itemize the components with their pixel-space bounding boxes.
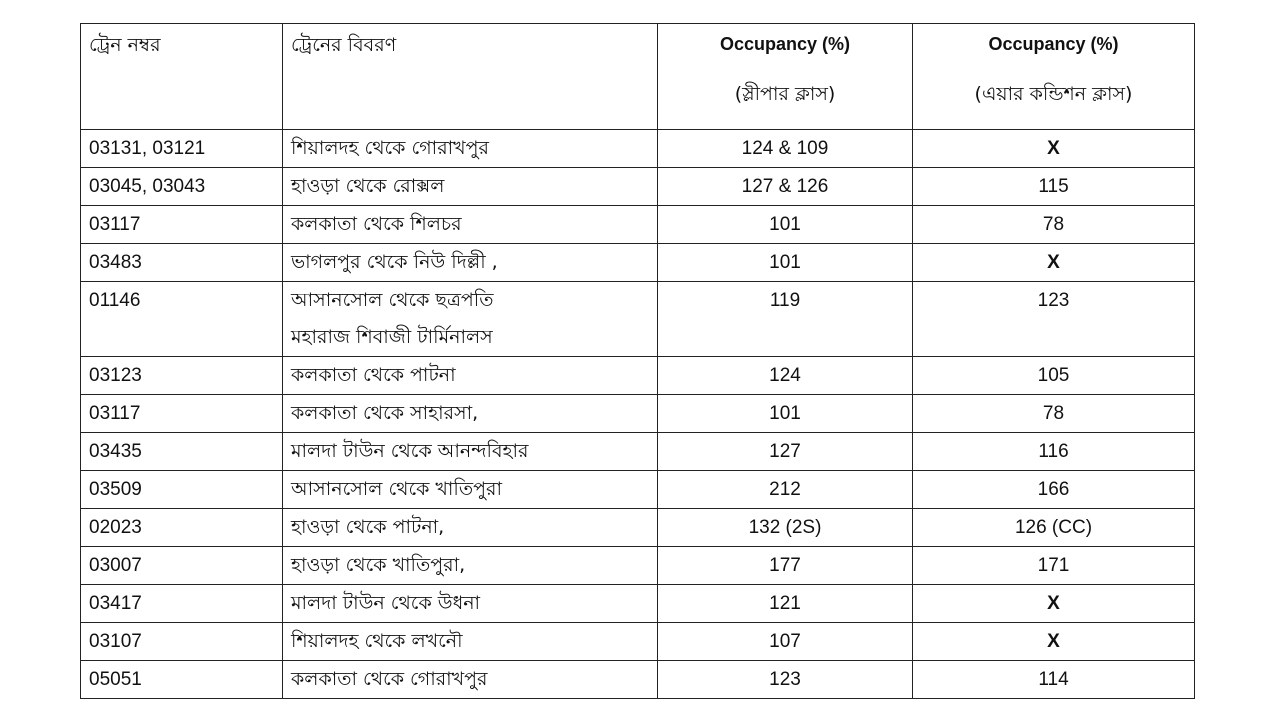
sleeper-occupancy-cell: 127 & 126 [658, 168, 913, 206]
ac-occupancy-cell: 171 [913, 547, 1195, 585]
ac-occupancy-cell: 78 [913, 206, 1195, 244]
header-train-number [81, 24, 283, 130]
train-number-cell: 03435 [81, 433, 283, 471]
train-route-cell: ভাগলপুর থেকে নিউ দিল্লী , [283, 244, 658, 282]
header-occupancy-ac-sub: (এয়ার কন্ডিশন ক্লাস) [974, 83, 1133, 105]
table-row [81, 585, 1195, 623]
train-route-cell: কলকাতা থেকে গোরাখপুর [283, 661, 658, 699]
table-row [81, 282, 1195, 357]
not-available-mark: X [1047, 138, 1060, 159]
sleeper-occupancy-cell: 121 [658, 585, 913, 623]
sleeper-occupancy-cell: 124 [658, 357, 913, 395]
ac-occupancy-cell [913, 130, 1195, 168]
not-available-mark: X [1047, 252, 1060, 273]
table-row [81, 661, 1195, 699]
header-occupancy-sleeper [658, 24, 913, 130]
train-number-cell: 03509 [81, 471, 283, 509]
train-number-cell: 01146 [81, 282, 283, 357]
table-row [81, 547, 1195, 585]
train-number-cell: 03117 [81, 206, 283, 244]
ac-occupancy-cell: 123 [913, 282, 1195, 357]
sleeper-occupancy-cell: 123 [658, 661, 913, 699]
not-available-mark: X [1047, 593, 1060, 614]
train-route-cell: হাওড়া থেকে পাটনা, [283, 509, 658, 547]
train-number-cell: 05051 [81, 661, 283, 699]
ac-occupancy-cell: 78 [913, 395, 1195, 433]
train-number-cell: 03123 [81, 357, 283, 395]
header-occupancy-sleeper-title: Occupancy (%) [719, 34, 851, 54]
train-route-cell: হাওড়া থেকে খাতিপুরা, [283, 547, 658, 585]
sleeper-occupancy-cell: 127 [658, 433, 913, 471]
header-occupancy-sleeper-sub: (স্লীপার ক্লাস) [734, 83, 836, 105]
train-route-cell: কলকাতা থেকে সাহারসা, [283, 395, 658, 433]
train-number-cell: 03483 [81, 244, 283, 282]
train-route-cell: কলকাতা থেকে শিলচর [283, 206, 658, 244]
train-number-cell: 02023 [81, 509, 283, 547]
table-row [81, 357, 1195, 395]
header-occupancy-ac [913, 24, 1195, 130]
train-number-cell: 03007 [81, 547, 283, 585]
train-route-cell: কলকাতা থেকে পাটনা [283, 357, 658, 395]
sleeper-occupancy-cell: 132 (2S) [658, 509, 913, 547]
ac-occupancy-cell: 166 [913, 471, 1195, 509]
header-occupancy-ac-title: Occupancy (%) [988, 34, 1119, 54]
table-row [81, 130, 1195, 168]
train-route-cell [283, 282, 658, 357]
train-route-cell: আসানসোল থেকে খাতিপুরা [283, 471, 658, 509]
header-train-number-label: ট্রেন নম্বর [89, 34, 161, 56]
ac-occupancy-cell: 105 [913, 357, 1195, 395]
table-row [81, 509, 1195, 547]
table-row [81, 433, 1195, 471]
train-number-cell: 03417 [81, 585, 283, 623]
table-row [81, 244, 1195, 282]
table-row [81, 623, 1195, 661]
sleeper-occupancy-cell: 177 [658, 547, 913, 585]
table-row [81, 206, 1195, 244]
table-row [81, 395, 1195, 433]
train-route-cell: হাওড়া থেকে রোক্সল [283, 168, 658, 206]
ac-occupancy-cell [913, 244, 1195, 282]
sleeper-occupancy-cell: 124 & 109 [658, 130, 913, 168]
train-route-cell: মালদা টাউন থেকে উধনা [283, 585, 658, 623]
header-train-details [283, 24, 658, 130]
train-route-cell: শিয়ালদহ থেকে গোরাখপুর [283, 130, 658, 168]
train-number-cell: 03107 [81, 623, 283, 661]
ac-occupancy-cell [913, 585, 1195, 623]
sleeper-occupancy-cell: 212 [658, 471, 913, 509]
ac-occupancy-cell: 115 [913, 168, 1195, 206]
sleeper-occupancy-cell: 119 [658, 282, 913, 357]
ac-occupancy-cell: 114 [913, 661, 1195, 699]
occupancy-table [80, 23, 1195, 699]
train-route-cell: শিয়ালদহ থেকে লখনৌ [283, 623, 658, 661]
train-number-cell: 03045, 03043 [81, 168, 283, 206]
sleeper-occupancy-cell: 101 [658, 206, 913, 244]
sleeper-occupancy-cell: 107 [658, 623, 913, 661]
train-route-line-2: মহারাজ শিবাজী টার্মিনালস [291, 326, 493, 348]
ac-occupancy-cell: 116 [913, 433, 1195, 471]
train-number-cell: 03131, 03121 [81, 130, 283, 168]
not-available-mark: X [1047, 631, 1060, 652]
ac-occupancy-cell [913, 623, 1195, 661]
train-number-cell: 03117 [81, 395, 283, 433]
sleeper-occupancy-cell: 101 [658, 395, 913, 433]
train-route-line-1: আসানসোল থেকে ছত্রপতি [291, 289, 494, 311]
table-row [81, 471, 1195, 509]
table-header-row [81, 24, 1195, 130]
ac-occupancy-cell: 126 (CC) [913, 509, 1195, 547]
table-row [81, 168, 1195, 206]
sleeper-occupancy-cell: 101 [658, 244, 913, 282]
header-train-details-label: ট্রেনের বিবরণ [291, 34, 397, 56]
train-route-cell: মালদা টাউন থেকে আনন্দবিহার [283, 433, 658, 471]
